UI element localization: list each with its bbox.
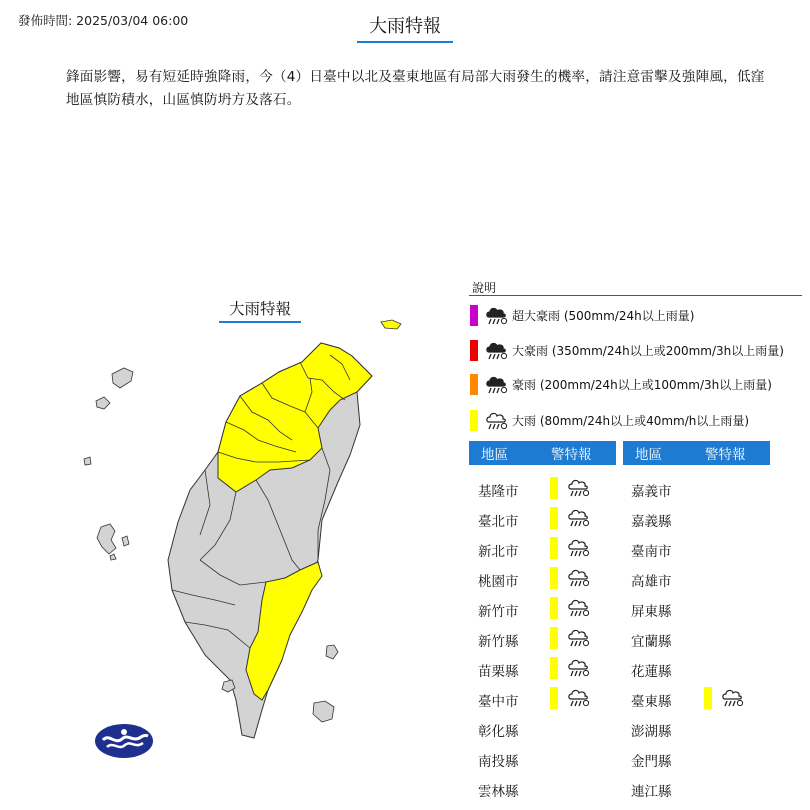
region-name: 臺北市 [478, 514, 519, 530]
legend-item [470, 408, 749, 432]
warning-description: 鋒面影響，易有短延時強降雨，今（4）日臺中以北及臺東地區有局部大雨發生的機率，請注意雷擊及強陣風，低窪地區慎防積水，山區慎防坍方及落石。 [66, 69, 765, 108]
legend-heading: 說明 [472, 281, 497, 295]
extremely-heavy-rain-icon [484, 372, 508, 396]
region-name: 澎湖縣 [631, 724, 672, 740]
region-name: 連江縣 [631, 784, 672, 800]
region-name: 新竹縣 [478, 634, 519, 650]
heavy-rain-icon [720, 685, 744, 709]
region-name: 花蓮縣 [631, 664, 672, 680]
taiwan-map [0, 260, 470, 810]
legend-label: 大豪雨 (350mm/24h以上或200mm/3h以上雨量) [512, 343, 784, 358]
region-name: 新北市 [478, 544, 519, 560]
table-header-right [623, 441, 770, 465]
extreme-torrential-rain-icon [484, 303, 508, 327]
page-title: 大雨特報 [357, 12, 453, 43]
column-header-region: 地區 [481, 447, 508, 463]
torrential-rain-icon [484, 338, 508, 362]
region-kinmen [96, 368, 133, 409]
legend-swatch [470, 305, 478, 326]
region-name: 基隆市 [478, 484, 519, 500]
legend-swatch [470, 410, 478, 431]
region-green-island [326, 645, 338, 659]
legend-label: 大雨 (80mm/24h以上或40mm/h以上雨量) [512, 413, 750, 428]
warning-level-bar [550, 657, 558, 679]
heavy-rain-icon [566, 475, 590, 499]
region-name: 臺南市 [631, 544, 672, 560]
region-name: 桃園市 [478, 574, 519, 590]
legend-swatch [470, 340, 478, 361]
warning-level-bar [550, 507, 558, 529]
column-header-warning: 警特報 [551, 447, 592, 463]
heavy-rain-icon [484, 408, 508, 432]
region-name: 金門縣 [631, 754, 672, 770]
region-name: 臺東縣 [631, 694, 672, 710]
warning-level-bar [550, 567, 558, 589]
region-name: 嘉義縣 [631, 514, 672, 530]
legend-item [470, 372, 772, 396]
region-name: 苗栗縣 [478, 664, 519, 680]
heavy-rain-icon [566, 625, 590, 649]
region-name: 新竹市 [478, 604, 519, 620]
heavy-rain-icon [566, 535, 590, 559]
legend-swatch [470, 374, 478, 395]
region-name: 南投縣 [478, 754, 519, 770]
map-title: 大雨特報 [219, 297, 301, 323]
legend-label: 超大豪雨 (500mm/24h以上雨量) [512, 308, 695, 323]
region-orchid-island [313, 701, 334, 722]
heavy-rain-icon [566, 505, 590, 529]
region-penghu [84, 457, 129, 560]
table-header-left [469, 441, 616, 465]
warning-level-bar [550, 627, 558, 649]
warning-level-bar [550, 537, 558, 559]
legend-label: 豪雨 (200mm/24h以上或100mm/3h以上雨量) [512, 377, 772, 392]
heavy-rain-icon [566, 655, 590, 679]
region-name: 臺中市 [478, 694, 519, 710]
legend-divider [469, 295, 802, 296]
region-name: 屏東縣 [631, 604, 672, 620]
column-header-warning: 警特報 [705, 447, 746, 463]
region-name: 嘉義市 [631, 484, 672, 500]
heavy-rain-icon [566, 595, 590, 619]
region-name: 高雄市 [631, 574, 672, 590]
warning-level-bar [550, 687, 558, 709]
region-name: 宜蘭縣 [631, 634, 672, 650]
column-header-region: 地區 [635, 447, 662, 463]
region-name: 雲林縣 [478, 784, 519, 800]
issue-time: 發佈時間: 2025/03/04 06:00 [18, 13, 189, 28]
legend-item [470, 303, 694, 327]
region-name: 彰化縣 [478, 724, 519, 740]
warning-level-bar [704, 687, 712, 709]
region-lienchiang [381, 320, 401, 329]
cwa-logo-icon [95, 723, 153, 759]
heavy-rain-icon [566, 565, 590, 589]
heavy-rain-icon [566, 685, 590, 709]
warning-level-bar [550, 597, 558, 619]
warning-level-bar [550, 477, 558, 499]
legend-item [470, 338, 784, 362]
